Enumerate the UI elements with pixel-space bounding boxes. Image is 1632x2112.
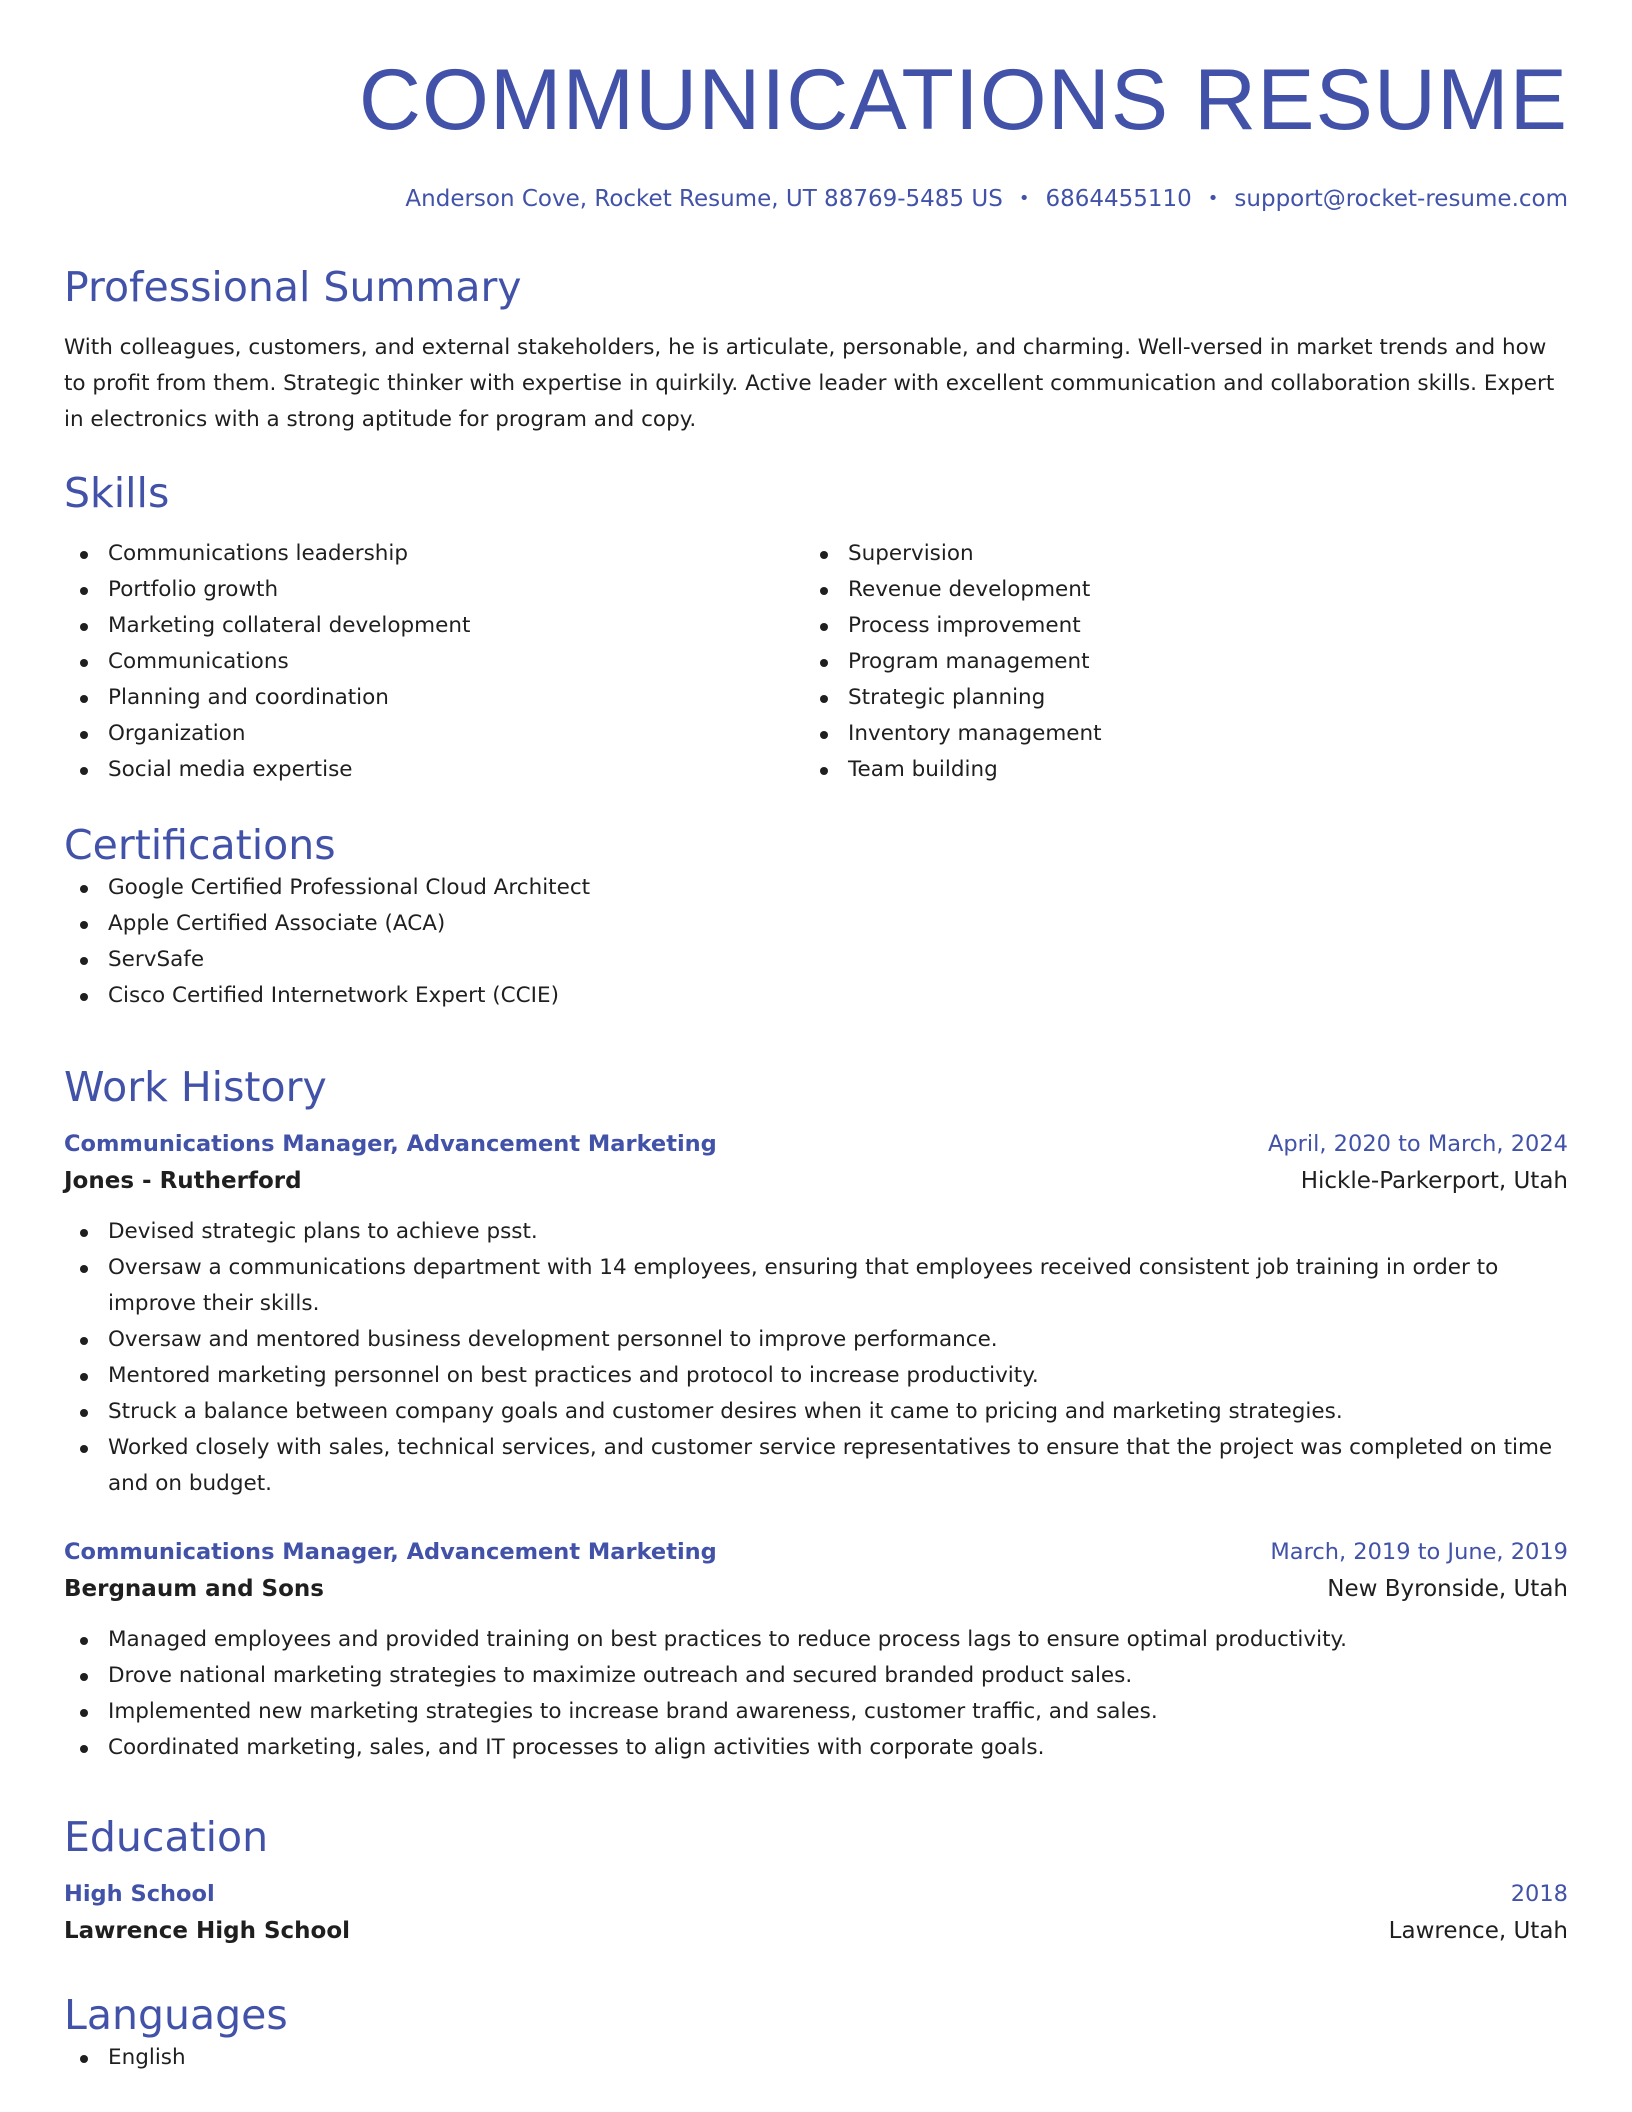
skill-item: Strategic planning <box>804 680 1544 716</box>
language-item: English <box>64 2040 1568 2076</box>
job-bullet: Drove national marketing strategies to maximize outreach and secured branded product sales. <box>64 1658 1568 1694</box>
job-bullets <box>64 1214 1568 1502</box>
summary-text: With colleagues, customers, and external stakeholders, he is articulate, personable, and charming. Well-versed in market trends and how to profit from them. Strategic thinker with expertise in quirkily. Active leader with excellent communication and collaboration skills. Expert in electronics with a strong aptitude for program and copy. <box>64 335 1555 432</box>
education-section <box>64 1812 1568 1950</box>
job-title: Communications Manager, Advancement Marketing <box>64 1539 717 1565</box>
languages-heading: Languages <box>64 1991 288 2039</box>
skill-item: Social media expertise <box>64 752 804 788</box>
contact-address: Anderson Cove, Rocket Resume, UT 88769-5485 US <box>405 186 1003 212</box>
skills-list-left <box>64 536 804 788</box>
work-history-section <box>64 1062 1568 1766</box>
summary-heading: Professional Summary <box>64 263 522 311</box>
job-bullet: Coordinated marketing, sales, and IT processes to align activities with corporate goals. <box>64 1730 1568 1766</box>
education-school: Lawrence High School <box>64 1918 351 1944</box>
job-location: New Byronside, Utah <box>1327 1576 1568 1602</box>
education-location: Lawrence, Utah <box>1388 1918 1568 1944</box>
skill-item: Communications leadership <box>64 536 804 572</box>
skills-list-right <box>804 536 1544 788</box>
job-bullet: Devised strategic plans to achieve psst. <box>64 1214 1568 1250</box>
job-header-row <box>64 1534 1568 1570</box>
job-title: Communications Manager, Advancement Marketing <box>64 1131 717 1157</box>
resume-name: COMMUNICATIONS RESUME <box>358 52 1568 148</box>
contact-line <box>64 184 1568 216</box>
job-bullet: Mentored marketing personnel on best practices and protocol to increase productivity. <box>64 1358 1568 1394</box>
education-heading: Education <box>64 1813 269 1861</box>
summary-section <box>64 262 1568 438</box>
job-location: Hickle-Parkerport, Utah <box>1300 1168 1568 1194</box>
skill-item: Supervision <box>804 536 1544 572</box>
certification-item: Cisco Certified Internetwork Expert (CCIE) <box>64 978 1568 1014</box>
education-header-row <box>64 1876 1568 1912</box>
skill-item: Team building <box>804 752 1544 788</box>
skill-item: Planning and coordination <box>64 680 804 716</box>
education-year: 2018 <box>1510 1881 1568 1907</box>
certification-item: Apple Certified Associate (ACA) <box>64 906 1568 942</box>
job-bullet: Implemented new marketing strategies to increase brand awareness, customer traffic, and sales. <box>64 1694 1568 1730</box>
skills-heading: Skills <box>64 469 170 517</box>
certification-item: Google Certified Professional Cloud Architect <box>64 870 1568 906</box>
certifications-section <box>64 820 1568 1014</box>
job-bullet: Oversaw and mentored business development personnel to improve performance. <box>64 1322 1568 1358</box>
skill-item: Communications <box>64 644 804 680</box>
contact-separator: • <box>1207 188 1219 209</box>
job-bullet: Oversaw a communications department with 14 employees, ensuring that employees received consistent job training in order to improve their skills. <box>64 1250 1568 1322</box>
job-bullets <box>64 1622 1568 1766</box>
resume-header <box>64 0 1568 216</box>
skill-item: Organization <box>64 716 804 752</box>
languages-list <box>64 2040 1568 2076</box>
skills-columns <box>64 536 1568 788</box>
job-company: Bergnaum and Sons <box>64 1576 324 1602</box>
job-company: Jones - Rutherford <box>64 1168 302 1194</box>
contact-separator: • <box>1018 188 1030 209</box>
job-dates: April, 2020 to March, 2024 <box>1267 1131 1568 1157</box>
certification-item: ServSafe <box>64 942 1568 978</box>
job-entry <box>64 1126 1568 1502</box>
job-dates: March, 2019 to June, 2019 <box>1270 1539 1568 1565</box>
skills-section <box>64 468 1568 788</box>
education-entry <box>64 1876 1568 1950</box>
skill-item: Revenue development <box>804 572 1544 608</box>
contact-phone: 6864455110 <box>1045 186 1192 212</box>
skill-item: Process improvement <box>804 608 1544 644</box>
job-bullet: Struck a balance between company goals and customer desires when it came to pricing and marketing strategies. <box>64 1394 1568 1430</box>
education-school-row <box>64 1912 1568 1950</box>
job-company-row <box>64 1162 1568 1200</box>
skill-item: Program management <box>804 644 1544 680</box>
job-company-row <box>64 1570 1568 1608</box>
languages-section <box>64 1990 1568 2076</box>
job-entry <box>64 1534 1568 1766</box>
job-header-row <box>64 1126 1568 1162</box>
skill-item: Marketing collateral development <box>64 608 804 644</box>
certifications-list <box>64 870 1568 1014</box>
work-history-heading: Work History <box>64 1063 327 1111</box>
skill-item: Portfolio growth <box>64 572 804 608</box>
certifications-heading: Certifications <box>64 821 336 869</box>
job-bullet: Managed employees and provided training on best practices to reduce process lags to ensure optimal productivity. <box>64 1622 1568 1658</box>
contact-email: support@rocket-resume.com <box>1234 186 1568 212</box>
skill-item: Inventory management <box>804 716 1544 752</box>
education-degree: High School <box>64 1881 215 1907</box>
job-bullet: Worked closely with sales, technical services, and customer service representatives to ensure that the project was completed on time and on budget. <box>64 1430 1568 1502</box>
